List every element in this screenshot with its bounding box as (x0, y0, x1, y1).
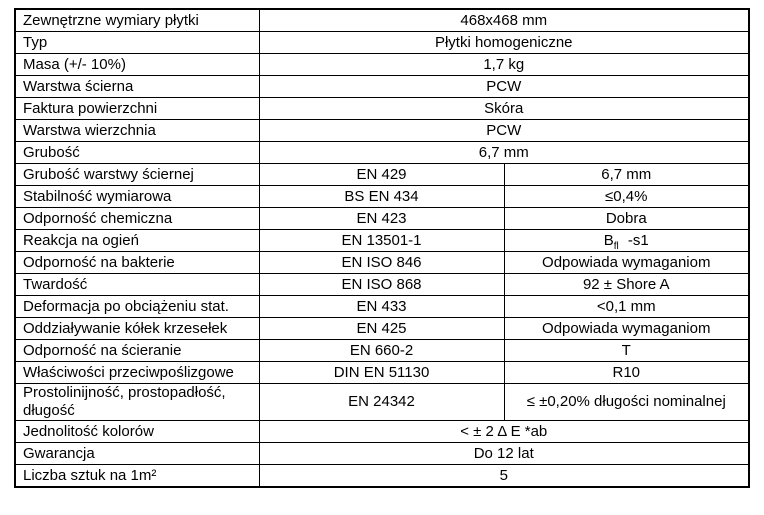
row-norm: EN 433 (259, 296, 504, 318)
row-label: Deformacja po obciążeniu stat. (15, 296, 259, 318)
fire-rating-base: B (603, 231, 614, 249)
spec-table-body (15, 9, 749, 487)
table-row (15, 318, 749, 340)
row-value: ≤ ±0,20% długości nominalnej (504, 384, 749, 421)
row-value: 6,7 mm (504, 164, 749, 186)
table-row (15, 274, 749, 296)
table-row (15, 362, 749, 384)
table-row (15, 186, 749, 208)
row-norm: EN 660-2 (259, 340, 504, 362)
row-norm: EN 423 (259, 208, 504, 230)
row-norm: EN 429 (259, 164, 504, 186)
row-label: Reakcja na ogień (15, 230, 259, 252)
row-label: Prostolinijność, prostopadłość, długość (15, 384, 259, 421)
row-label: Grubość (15, 142, 259, 164)
row-value: 6,7 mm (259, 142, 749, 164)
row-label: Gwarancja (15, 443, 259, 465)
row-value: <0,1 mm (504, 296, 749, 318)
table-row (15, 296, 749, 318)
table-row (15, 465, 749, 488)
row-value: Odpowiada wymaganiom (504, 252, 749, 274)
row-value: PCW (259, 120, 749, 142)
row-label: Stabilność wymiarowa (15, 186, 259, 208)
table-row (15, 164, 749, 186)
row-label: Faktura powierzchni (15, 98, 259, 120)
row-value: R10 (504, 362, 749, 384)
table-row (15, 142, 749, 164)
row-value: Płytki homogeniczne (259, 32, 749, 54)
table-row (15, 32, 749, 54)
table-row (15, 421, 749, 443)
row-value: T (504, 340, 749, 362)
table-row (15, 9, 749, 32)
row-norm: DIN EN 51130 (259, 362, 504, 384)
row-value: PCW (259, 76, 749, 98)
table-row (15, 230, 749, 252)
row-value: 1,7 kg (259, 54, 749, 76)
row-label: Twardość (15, 274, 259, 296)
spec-table (14, 8, 750, 488)
table-row (15, 120, 749, 142)
row-norm: EN 13501-1 (259, 230, 504, 252)
table-row (15, 252, 749, 274)
row-value: Do 12 lat (259, 443, 749, 465)
row-label: Grubość warstwy ściernej (15, 164, 259, 186)
table-row (15, 340, 749, 362)
row-label: Typ (15, 32, 259, 54)
table-row (15, 384, 749, 421)
row-value: < ± 2 Δ E *ab (259, 421, 749, 443)
row-label: Oddziaływanie kółek krzesełek (15, 318, 259, 340)
table-row (15, 208, 749, 230)
row-norm: EN ISO 868 (259, 274, 504, 296)
row-label: Odporność na bakterie (15, 252, 259, 274)
row-norm: BS EN 434 (259, 186, 504, 208)
row-value (504, 230, 749, 252)
row-label: Liczba sztuk na 1m² (15, 465, 259, 488)
row-label: Masa (+/- 10%) (15, 54, 259, 76)
table-row (15, 76, 749, 98)
fire-rating-suffix: -s1 (623, 231, 649, 249)
row-norm: EN 24342 (259, 384, 504, 421)
row-norm: EN ISO 846 (259, 252, 504, 274)
row-value: Skóra (259, 98, 749, 120)
row-value: 468x468 mm (259, 9, 749, 32)
row-value: Dobra (504, 208, 749, 230)
row-value: 5 (259, 465, 749, 488)
row-value: Odpowiada wymaganiom (504, 318, 749, 340)
row-label: Warstwa ścierna (15, 76, 259, 98)
row-label: Jednolitość kolorów (15, 421, 259, 443)
row-value: ≤0,4% (504, 186, 749, 208)
row-label: Zewnętrzne wymiary płytki (15, 9, 259, 32)
table-row (15, 98, 749, 120)
row-label: Odporność na ścieranie (15, 340, 259, 362)
table-row (15, 443, 749, 465)
row-value: 92 ± Shore A (504, 274, 749, 296)
row-label: Odporność chemiczna (15, 208, 259, 230)
table-row (15, 54, 749, 76)
fire-rating-subscript: fl (613, 240, 619, 252)
row-norm: EN 425 (259, 318, 504, 340)
row-label: Warstwa wierzchnia (15, 120, 259, 142)
row-label: Właściwości przeciwpoślizgowe (15, 362, 259, 384)
